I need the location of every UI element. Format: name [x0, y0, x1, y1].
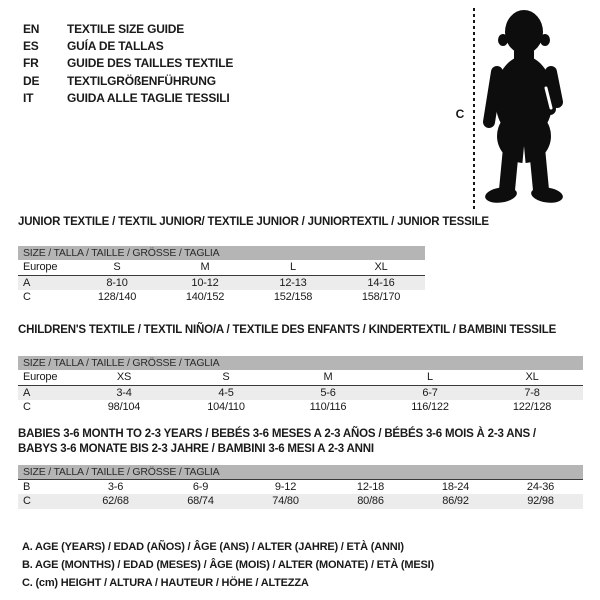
table-cell: 18-24: [441, 481, 470, 493]
language-code: ES: [23, 39, 39, 54]
language-label: TEXTILGRÖßENFÜHRUNG: [67, 73, 216, 88]
table-row: [18, 385, 583, 400]
legend-line-a: A. AGE (YEARS) / EDAD (AÑOS) / ÂGE (ANS) / ALTER (JAHRE) / ETÀ (ANNI): [22, 541, 404, 553]
legend: [22, 538, 434, 593]
table-title: [18, 427, 583, 457]
row-label: A: [23, 277, 31, 289]
table-cell: S: [222, 371, 230, 383]
table-cell: 140/152: [185, 291, 225, 303]
language-code: FR: [23, 56, 39, 71]
table-cell: L: [290, 261, 296, 273]
table-cell: L: [427, 371, 433, 383]
height-measure-line: [473, 8, 475, 210]
table-cell: 68/74: [187, 495, 214, 507]
junior-textile-table: [18, 215, 489, 305]
table-cell: 5-6: [320, 387, 336, 399]
language-label: GUÍA DE TALLAS: [67, 39, 164, 54]
row-label: C: [23, 401, 31, 413]
table-title-line: BABIES 3-6 MONTH TO 2-3 YEARS / BEBÉS 3-6 MESES A 2-3 AÑOS / BÉBÉS 3-6 MOIS À 2-3 ANS /: [18, 428, 536, 440]
row-label: Europe: [23, 261, 58, 273]
table-cell: 12-18: [356, 481, 385, 493]
table-body: [18, 370, 583, 415]
table-body: [18, 479, 583, 509]
legend-line-c: C. (cm) HEIGHT / ALTURA / HAUTEUR / HÖHE / ALTEZZA: [22, 577, 309, 590]
table-cell: XS: [116, 371, 132, 383]
language-label: GUIDA ALLE TAGLIE TESSILI: [67, 90, 230, 105]
table-title: [18, 323, 583, 338]
language-label: GUIDE DES TAILLES TEXTILE: [67, 56, 234, 71]
table-row: [18, 370, 583, 385]
table-title-line: BABYS 3-6 MONATE BIS 2-3 JAHRE / BAMBINI 3-6 MESI A 2-3 ANNI: [18, 443, 374, 455]
table-cell: XL: [525, 371, 539, 383]
table-row: [18, 479, 583, 494]
size-header-band: SIZE / TALLA / TAILLE / GRÖSSE / TAGLIA: [18, 465, 583, 479]
table-cell: 9-12: [274, 481, 297, 493]
table-cell: 3-6: [107, 481, 124, 493]
table-cell: 8-10: [106, 277, 128, 289]
language-title-list: [23, 21, 233, 107]
table-cell: M: [200, 261, 210, 273]
toddler-silhouette-icon: [480, 6, 568, 206]
language-row: [23, 55, 233, 72]
table-cell: 24-36: [526, 481, 555, 493]
table-cell: 98/104: [107, 401, 141, 413]
height-marker-label: C: [455, 107, 465, 121]
language-row: [23, 38, 233, 55]
table-cell: 14-16: [367, 277, 395, 289]
language-row: [23, 21, 233, 38]
table-cell: M: [323, 371, 333, 383]
table-cell: 3-4: [116, 387, 132, 399]
language-code: EN: [23, 22, 40, 36]
children-textile-table: [18, 323, 583, 415]
language-row: [23, 90, 233, 107]
table-row: [18, 400, 583, 415]
row-label: C: [23, 291, 31, 303]
table-cell: 7-8: [524, 387, 540, 399]
table-cell: 116/122: [411, 401, 449, 413]
language-code: IT: [23, 90, 34, 105]
table-cell: 62/68: [102, 495, 129, 507]
table-cell: 86/92: [442, 495, 469, 507]
table-cell: 12-13: [279, 277, 307, 289]
table-title: [18, 215, 489, 230]
table-body: [18, 260, 425, 305]
table-row: [18, 275, 425, 290]
table-row: [18, 260, 425, 275]
table-cell: 10-12: [191, 277, 219, 289]
table-cell: 80/86: [357, 495, 384, 507]
legend-line-b: B. AGE (MONTHS) / EDAD (MESES) / ÂGE (MOIS) / ALTER (MONATE) / ETÀ (MESI): [22, 559, 434, 572]
table-title-line: CHILDREN'S TEXTILE / TEXTIL NIÑO/A / TEXTILE DES ENFANTS / KINDERTEXTIL / BAMBINI TESSILE: [18, 324, 557, 336]
table-cell: 74/80: [272, 495, 299, 507]
row-label: B: [23, 481, 31, 493]
table-cell: 122/128: [512, 401, 552, 413]
table-cell: 128/140: [97, 291, 137, 303]
table-cell: 152/158: [273, 291, 313, 303]
table-row: [18, 494, 583, 509]
language-code: DE: [23, 73, 40, 88]
table-cell: 158/170: [361, 291, 401, 303]
table-cell: 110/116: [309, 401, 347, 413]
table-title-line: JUNIOR TEXTILE / TEXTIL JUNIOR/ TEXTILE JUNIOR / JUNIORTEXTIL / JUNIOR TESSILE: [18, 216, 489, 228]
table-cell: 104/110: [207, 401, 245, 413]
table-row: [18, 290, 425, 305]
language-label: TEXTILE SIZE GUIDE: [67, 22, 185, 36]
table-cell: S: [113, 261, 121, 273]
table-cell: 6-9: [192, 481, 209, 493]
size-header-band: SIZE / TALLA / TAILLE / GRÖSSE / TAGLIA: [18, 356, 583, 370]
row-label: Europe: [23, 371, 58, 383]
babies-textile-table: [18, 427, 583, 509]
row-label: A: [23, 387, 31, 399]
language-row: [23, 73, 233, 90]
table-cell: XL: [374, 261, 388, 273]
size-header-band: SIZE / TALLA / TAILLE / GRÖSSE / TAGLIA: [18, 246, 425, 260]
table-cell: 92/98: [527, 495, 554, 507]
row-label: C: [23, 495, 31, 507]
table-cell: 6-7: [422, 387, 438, 399]
table-cell: 4-5: [218, 387, 234, 399]
